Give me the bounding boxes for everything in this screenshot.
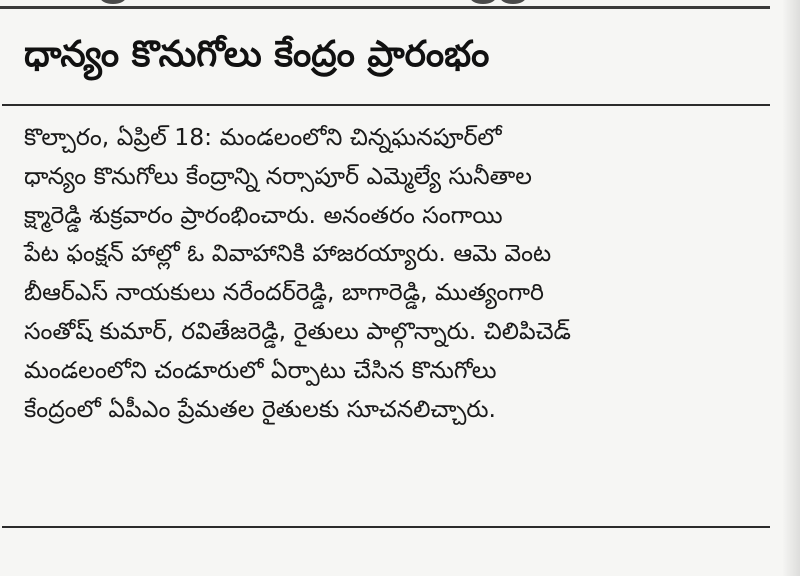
body-line: బీఆర్ఎస్ నాయకులు నరేందర్‌రెడ్డి, బాగారెడ్డి, ముత్యంగారి bbox=[24, 278, 544, 307]
top-divider bbox=[0, 6, 770, 9]
body-line: క్ష్మారెడ్డి శుక్రవారం ప్రారంభించారు. అనంతరం సంగాయి bbox=[24, 200, 503, 229]
page-edge-shadow bbox=[782, 0, 800, 576]
article-headline: ధాన్యం కొనుగోలు కేంద్రం ప్రారంభం bbox=[24, 34, 490, 75]
body-line: సంతోష్ కుమార్, రవితేజరెడ్డి, రైతులు పాల్గొన్నారు. చిలిపిచెడ్ bbox=[24, 316, 571, 345]
cropped-glyph bbox=[500, 0, 526, 4]
article-body-box bbox=[2, 104, 770, 528]
cropped-glyph bbox=[470, 0, 496, 4]
cropped-glyph bbox=[100, 0, 126, 4]
article-body bbox=[24, 118, 754, 428]
body-line: ధాన్యం కొనుగోలు కేంద్రాన్ని నర్సాపూర్ ఎమ్మెల్యే సునీతాల bbox=[24, 161, 532, 190]
body-line: కొల్చారం, ఏప్రిల్ 18: మండలంలోని చిన్నఘనపూర్‌లో bbox=[24, 123, 502, 151]
body-line: పేట ఫంక్షన్ హాల్లో ఓ వివాహానికి హాజరయ్యారు. ఆమె వెంట bbox=[24, 239, 552, 268]
body-line: కేంద్రంలో ఏపీఎం ప్రేమతల రైతులకు సూచనలిచ్చారు. bbox=[24, 394, 496, 423]
body-line: మండలంలోని చండూరులో ఏర్పాటు చేసిన కొనుగోలు bbox=[24, 355, 497, 384]
